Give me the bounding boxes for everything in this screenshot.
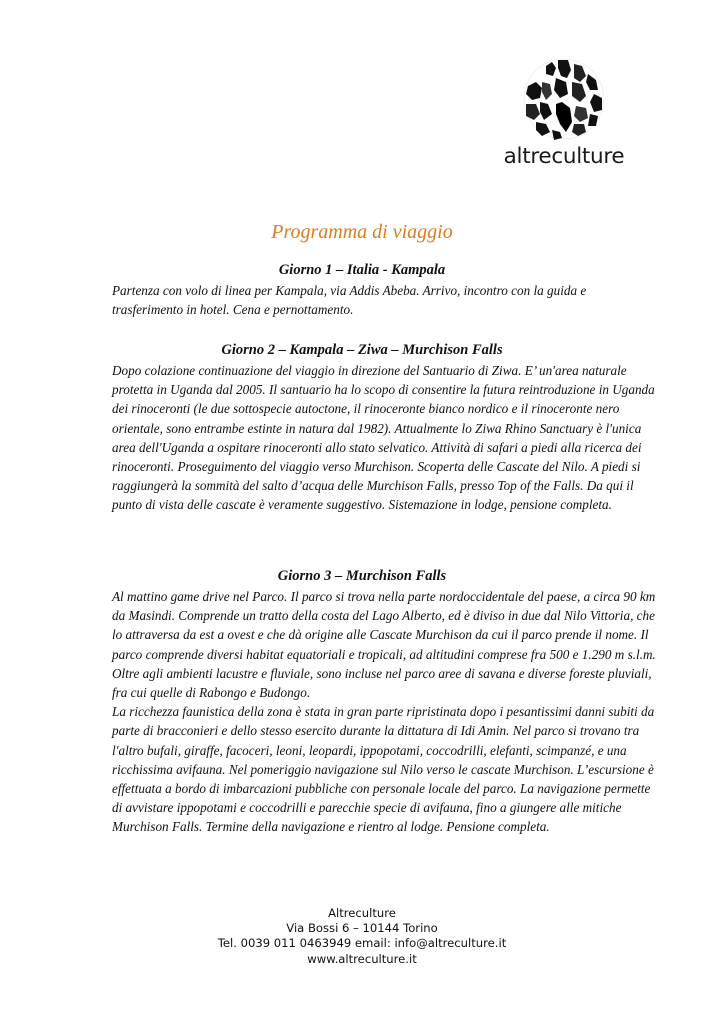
day-2-paragraph: Dopo colazione continuazione del viaggio in direzione del Santuario di Ziwa. E’ un'area naturale protetta in Uganda dal 2005. Il santuario ha lo scopo di consentire la futura reintroduzione in Uganda dei rinoceronti (le due sottospecie autoctone, il rinoceronte bianco nordico e il rinoceronte nero orientale, sono entrambe estinte in natura dal 1982). Attualmente lo Ziwa Rhino Sanctuary è l'unica area dell'Uganda a ospitare rinoceronti allo stato selvatico. Attività di safari a piedi alla ricerca dei rinoceronti. Proseguimento del viaggio verso Murchison. Scoperta delle Cascate del Nilo. A piedi si raggiungerà la sommità del salto d’acqua delle Murchison Falls, presso Top of the Falls. Da qui il punto di vista delle cascate è veramente suggestivo. Sistemazione in lodge, pensione completa. [112,363,655,513]
day-2-text [112,361,657,515]
day-1-text [112,281,657,319]
african-animals-logo-icon [516,56,612,142]
day-3-paragraph-2: La ricchezza faunistica della zona è stata in gran parte ripristinata dopo i pesantissimi danni subiti da parte di bracconieri e dello stesso esercito durante la dittatura di Idi Amin. Nel parco si trovano tra l'altro bufali, giraffe, facoceri, leoni, leopardi, ippopotami, coccodrilli, elefanti, scimpanzé, e una ricchissima avifauna. Nel pomeriggio navigazione sul Nilo verso le cascate Murchison. L’escursione è effettuata a bordo di imbarcazioni pubbliche con personale locale del parco. La navigazione permette di avvistare ippopotami e coccodrilli e parecchie specie di avifauna, fino a giungere alle mitiche Murchison Falls. Termine della navigazione e rientro al lodge. Pensione completa. [112,704,655,835]
footer-contacts: Tel. 0039 011 0463949 email: info@altreculture.it [217,936,507,951]
day-1-heading: Giorno 1 – Italia - Kampala [278,262,446,278]
day-1-paragraph: Partenza con volo di linea per Kampala, via Addis Abeba. Arrivo, incontro con la guida e trasferimento in hotel. Cena e pernottamento. [112,283,587,318]
brand-name: altreculture [503,144,625,169]
day-2-heading: Giorno 2 – Kampala – Ziwa – Murchison Falls [221,342,503,358]
logo [494,56,634,176]
day-3-heading: Giorno 3 – Murchison Falls [277,568,447,584]
day-3-paragraph-1: Al mattino game drive nel Parco. Il parco si trova nella parte nordoccidentale del paese, a circa 90 km da Masindi. Comprende un tratto della costa del Lago Alberto, ed è diviso in due dal Nilo Vittoria, che lo attraversa da est a ovest e che dà origine alle Cascate Murchison da cui il parco prende il nome. Il parco comprende diversi habitat equatoriali e tropicali, ad altitudini comprese fra 500 e 1.290 m s.l.m. Oltre agli ambienti lacustre e fluviale, sono incluse nel parco aree di savana e diverse foreste pluviali, fra cui quelle di Rabongo e Budongo. [112,589,656,701]
page-title: Programma di viaggio [271,221,453,243]
footer [0,906,724,967]
footer-address: Via Bossi 6 – 10144 Torino [286,921,438,936]
day-3-text [112,587,657,837]
footer-company: Altreculture [328,906,396,920]
footer-website: www.altreculture.it [307,951,417,966]
